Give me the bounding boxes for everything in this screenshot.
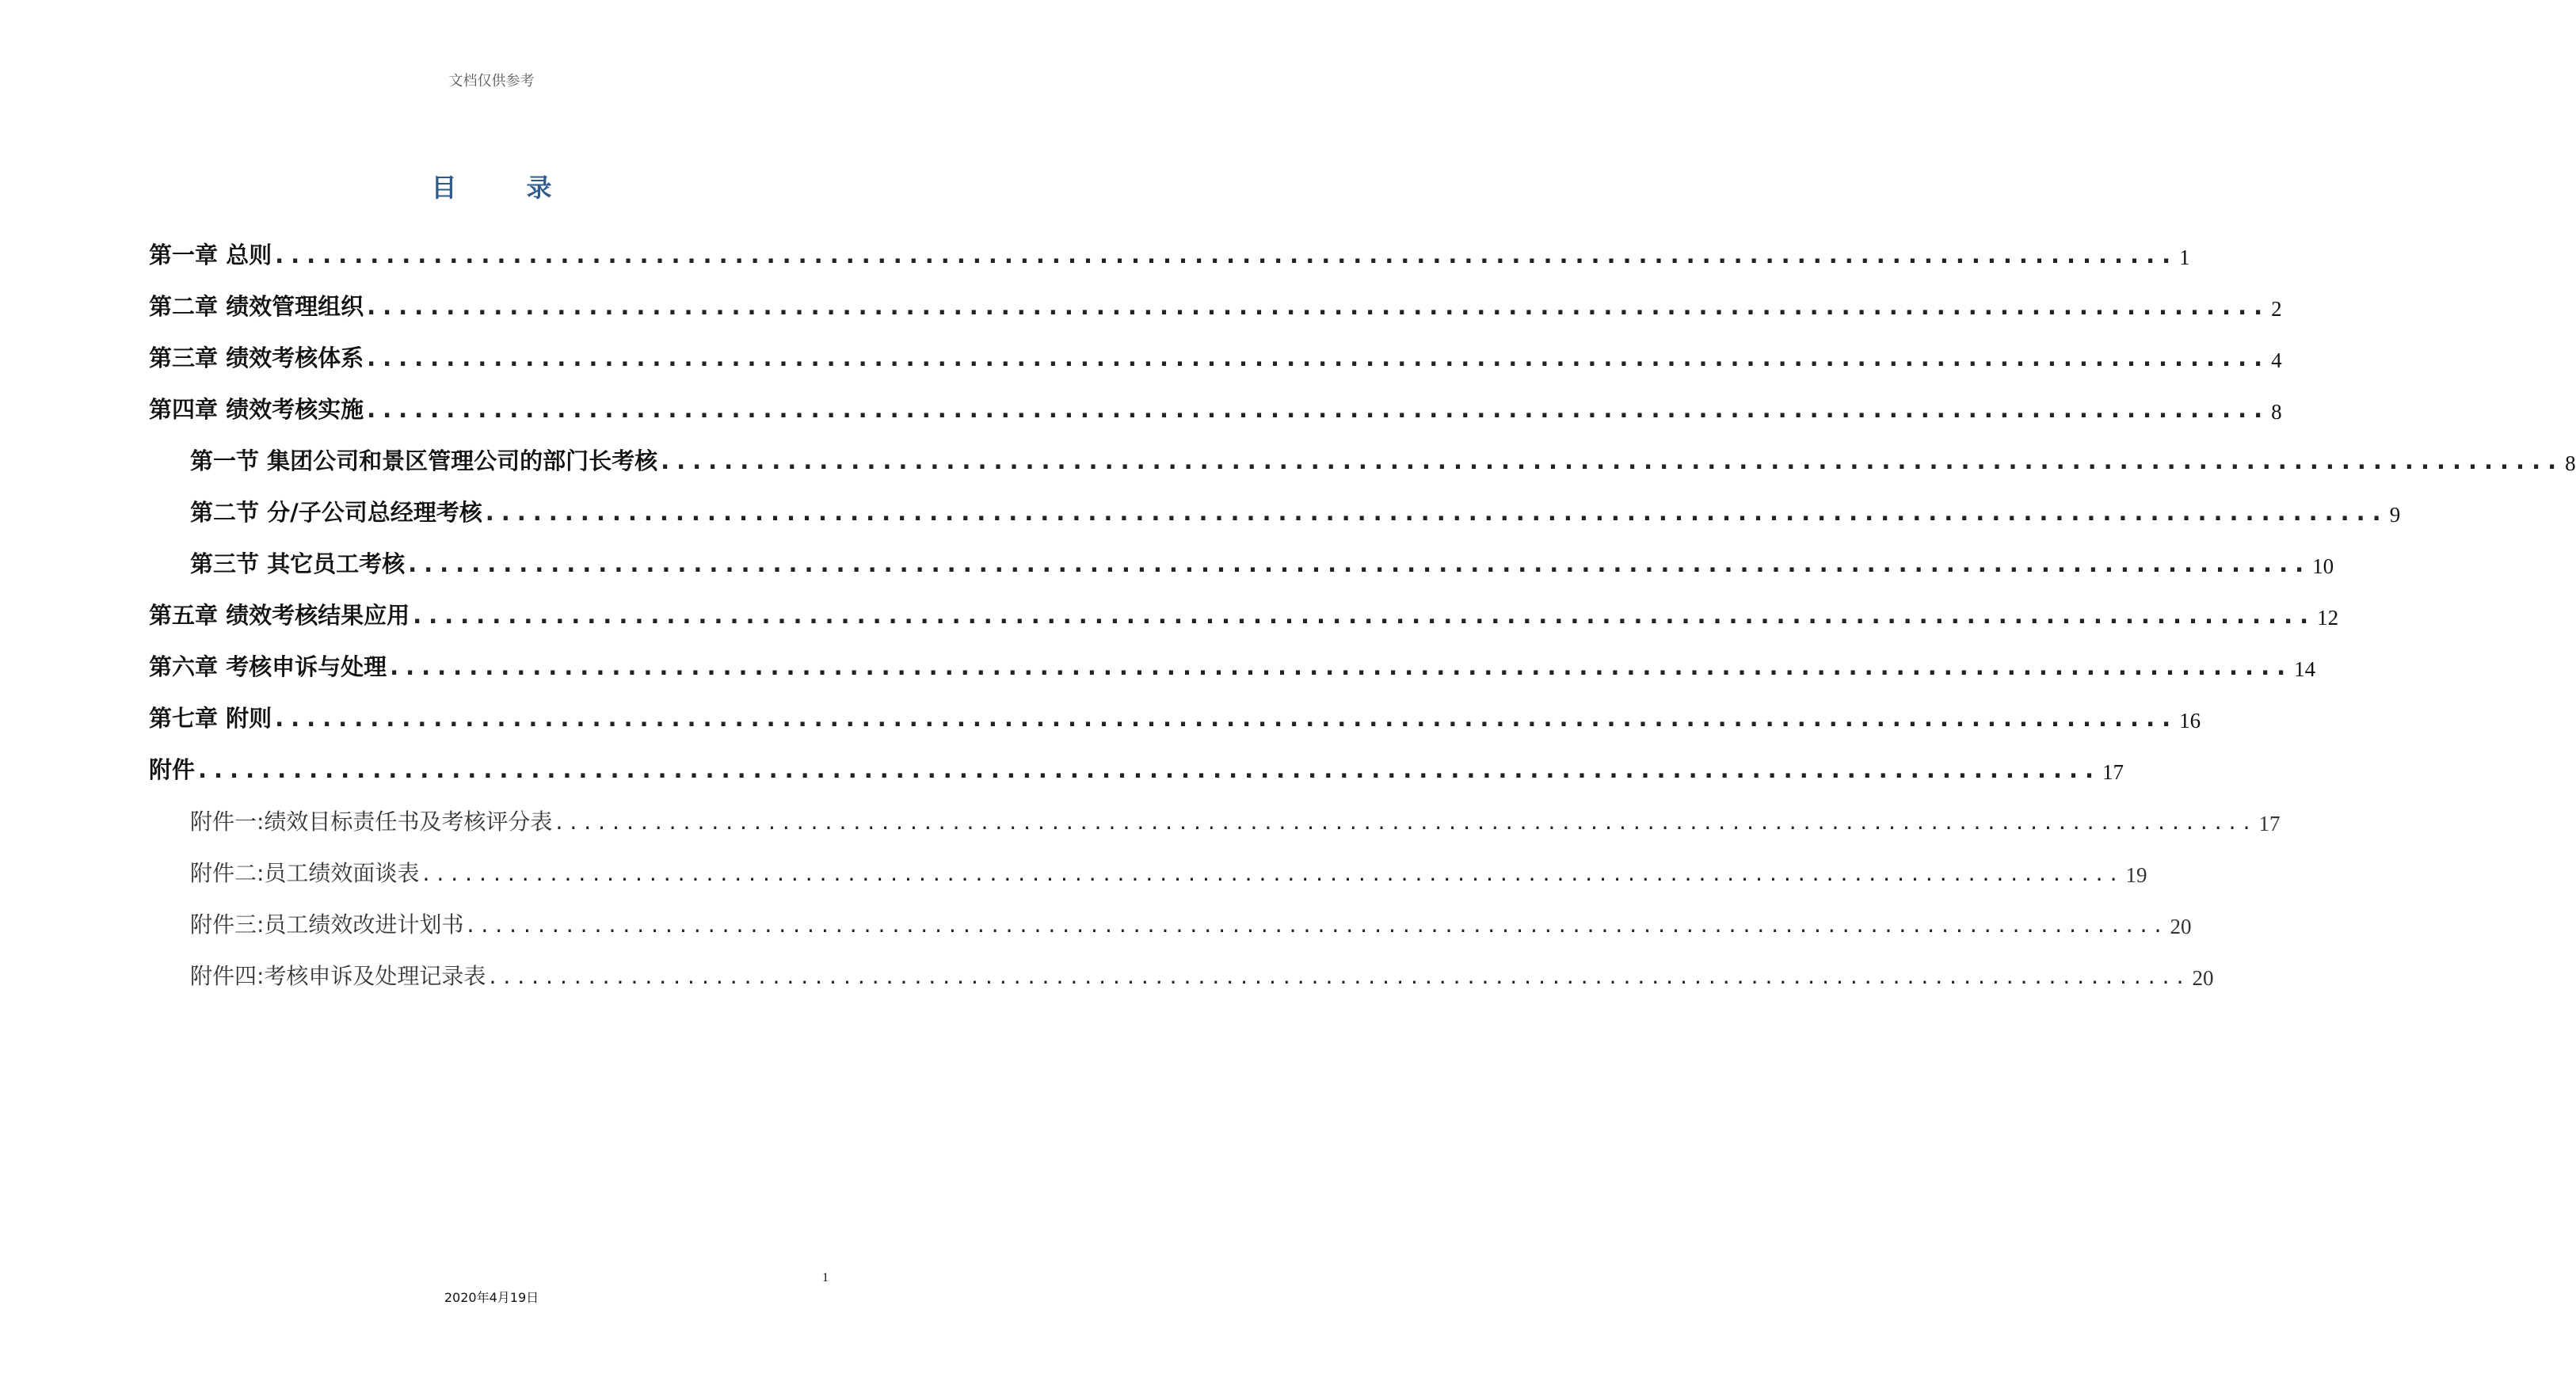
- toc-entry-label: 第三章 绩效考核体系: [149, 344, 364, 371]
- toc-entry-page: 20: [2170, 915, 2192, 938]
- toc-dot-leader: ........................................................................................................................: [367, 396, 2270, 423]
- toc-entry-label: 第五章 绩效考核结果应用: [149, 602, 410, 629]
- toc-dot-leader: ........................................................................................................................: [275, 705, 2178, 732]
- toc-dot-leader: ........................................................................................................................: [390, 653, 2293, 680]
- toc-entry-label: 附件一:绩效目标责任书及考核评分表: [190, 809, 553, 835]
- document-header: 文档仅供参考: [448, 73, 535, 89]
- toc-entry-page: 8: [2565, 451, 2576, 475]
- toc-entry-page: 17: [2102, 760, 2124, 784]
- toc-entry-page: 8: [2271, 400, 2282, 424]
- toc-entry[interactable]: [149, 322, 2282, 373]
- toc-entry[interactable]: [149, 424, 2576, 476]
- toc-dot-leader: ........................................................................................................................: [467, 911, 2169, 938]
- toc-entry[interactable]: [149, 836, 2147, 888]
- page-number: 1: [822, 1271, 829, 1284]
- toc-dot-leader: ........................................................................................................................: [367, 344, 2270, 371]
- table-of-contents: [149, 219, 2576, 991]
- toc-dot-leader: ........................................................................................................................: [198, 756, 2102, 783]
- toc-dot-leader: ........................................................................................................................: [408, 550, 2311, 577]
- toc-entry-page: 20: [2192, 966, 2214, 990]
- toc-entry-page: 1: [2179, 245, 2190, 269]
- toc-dot-leader: ........................................................................................................................: [661, 447, 2564, 474]
- toc-entry-page: 14: [2294, 657, 2316, 681]
- toc-entry-label: 第一章 总则: [149, 242, 272, 268]
- toc-entry-label: 第二节 分/子公司总经理考核: [190, 499, 482, 526]
- toc-entry[interactable]: [149, 270, 2282, 322]
- toc-entry-label: 附件: [149, 756, 196, 783]
- toc-entry-label: 附件三:员工绩效改进计划书: [190, 911, 464, 938]
- toc-entry[interactable]: [149, 888, 2192, 939]
- toc-dot-leader: ........................................................................................................................: [422, 860, 2124, 886]
- toc-entry[interactable]: [149, 785, 2281, 836]
- toc-entry[interactable]: [149, 579, 2339, 630]
- toc-entry-page: 4: [2271, 348, 2282, 372]
- toc-entry[interactable]: [149, 682, 2201, 733]
- toc-entry-page: 19: [2125, 863, 2147, 887]
- toc-dot-leader: ........................................................................................................................: [485, 499, 2388, 526]
- toc-entry-page: 9: [2389, 503, 2401, 527]
- toc-entry[interactable]: [149, 939, 2214, 991]
- footer-date: 2020年4月19日: [444, 1290, 539, 1305]
- toc-entry-page: 16: [2179, 709, 2201, 733]
- toc-entry[interactable]: [149, 373, 2282, 424]
- toc-title: 目录: [431, 173, 622, 203]
- toc-entry-label: 第二章 绩效管理组织: [149, 293, 364, 320]
- toc-dot-leader: ........................................................................................................................: [489, 963, 2191, 989]
- toc-entry-label: 第四章 绩效考核实施: [149, 396, 364, 423]
- toc-entry-label: 第七章 附则: [149, 705, 272, 732]
- toc-entry-page: 12: [2317, 606, 2339, 630]
- toc-entry-label: 第一节 集团公司和景区管理公司的部门长考核: [190, 447, 658, 474]
- toc-entry[interactable]: [149, 630, 2316, 682]
- toc-entry[interactable]: [149, 733, 2124, 785]
- toc-entry-page: 17: [2258, 812, 2281, 835]
- toc-entry-page: 10: [2312, 554, 2334, 578]
- toc-dot-leader: ........................................................................................................................: [413, 602, 2316, 629]
- toc-entry-label: 附件二:员工绩效面谈表: [190, 860, 420, 886]
- toc-entry-label: 第六章 考核申诉与处理: [149, 653, 387, 680]
- toc-entry[interactable]: [149, 527, 2334, 579]
- toc-dot-leader: ........................................................................................................................: [367, 293, 2270, 320]
- toc-entry[interactable]: [149, 219, 2190, 270]
- toc-entry-label: 第三节 其它员工考核: [190, 550, 406, 577]
- toc-entry[interactable]: [149, 476, 2401, 527]
- toc-dot-leader: ........................................................................................................................: [275, 242, 2178, 268]
- toc-dot-leader: ........................................................................................................................: [555, 809, 2258, 835]
- toc-entry-label: 附件四:考核申诉及处理记录表: [190, 963, 486, 989]
- toc-entry-page: 2: [2271, 297, 2282, 321]
